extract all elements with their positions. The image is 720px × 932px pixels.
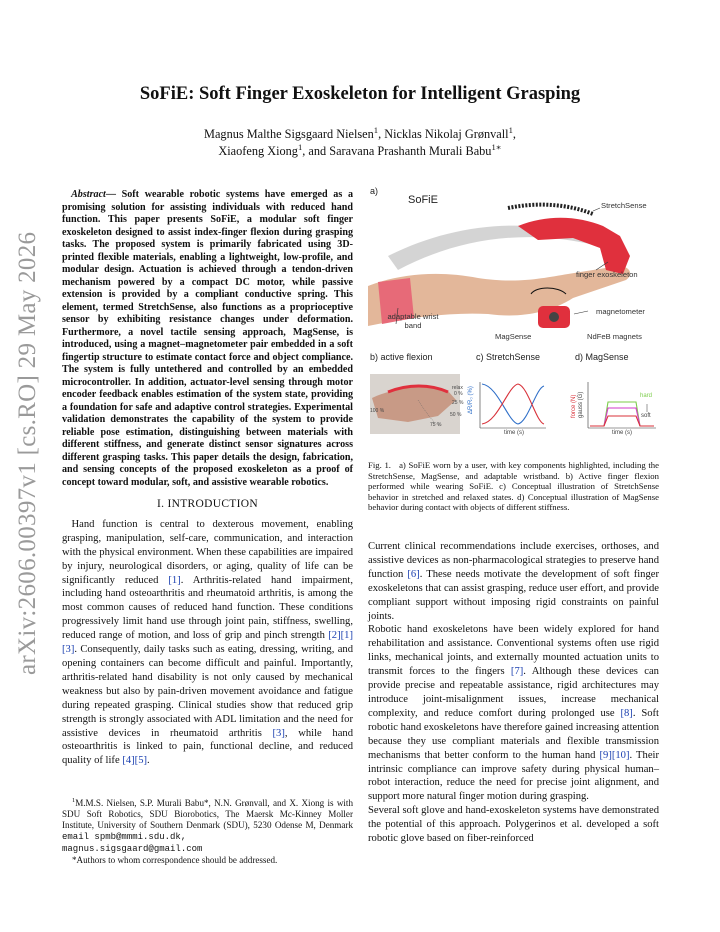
body-paragraph: Several soft glove and hand-exoskeleton systems have demonstrated the potential of this approach. Polygerinos et al. developed a soft robotic glove based on fiber-reinforced	[368, 805, 659, 845]
magnet-dot	[549, 312, 559, 322]
citation-link[interactable]: [2][1][3]	[62, 630, 353, 656]
relax-label: relax	[452, 385, 463, 391]
stretch-series-blue	[482, 384, 544, 424]
caption-label: Fig. 1.	[368, 460, 391, 470]
citation-link[interactable]: [1]	[168, 574, 181, 586]
body-text: . These needs motivate the development of soft finger exoskeletons that can assist grasping, reduce user effort, and provide compliant support without imposing rigid constraints on painful joints.	[368, 568, 660, 622]
right-column	[368, 540, 659, 846]
wristband-label-line: band	[404, 321, 422, 330]
magsense-annotation: MagSense	[495, 332, 532, 341]
wristband-annotation	[378, 312, 448, 330]
abstract-label: Abstract	[71, 189, 106, 200]
author-name: Magnus Malthe Sigsgaard Nielsen	[204, 127, 374, 141]
panel-label-a: a)	[370, 186, 379, 196]
section-heading: I. INTRODUCTION	[157, 498, 258, 510]
body-text: Hand function is central to dexterous movement, enabling grasping, manipulation, self-care, communication, and interaction with the physical environment. When these capabilities are impaired by injury, neurological disorders, or aging, quality of life can be significantly reduced	[62, 518, 353, 586]
abstract-dash: —	[105, 189, 122, 200]
abstract-text: Soft wearable robotic systems have emerged as a promising solution for assisting individuals with reduced hand function. This paper presents SoFiE, a modular soft finger exoskeleton designed to assist index-finger flexion during grasping tasks. The proposed system is primarily fabricated using 3D-printed flexible materials, enabling a lightweight, low-profile, and modular design. Actuation is achieved through a tendon-driven mechanism powered by a compact DC motor, while passive extension is provided by a compliant conductive spring. This element, termed StretchSense, also functions as a proprioceptive sensor by exhibiting resistance changes under deformation. Furthermore, a novel tactile sensing approach, MagSense, is introduced, using a magnet–magnetometer pair embedded in a soft fingertip structure to estimate contact force and object compliance. The system is fully untethered and controlled by an embedded microcontroller. In addition, actuator-level sensing through motor encoder feedback enables estimation of the system state, providing a foundation for safe and adaptive control strategies. Experimental validation demonstrates the capability of the system to provide reliable pose estimation, distinguishing between materials with different stiffness, and generate distinct sensor signatures across different grasping tasks. This paper details the design, fabrication, and sensing concepts of the proposed exoskeleton as a proof of concept toward modular, soft, and assistive wearable robotics.	[62, 189, 353, 488]
affiliation-mark: 1	[297, 141, 303, 152]
citation-link[interactable]: [7]	[510, 666, 524, 678]
body-paragraph	[368, 540, 659, 623]
citation-link[interactable]: [3]	[272, 727, 285, 739]
body-text: . Although these devices can provide precise and repeatable assistance, rigid architectures may introduce joint-misalignment issues, increase mechanical complexity, and reduce comfort during prolonged use	[368, 666, 659, 719]
citation-link[interactable]: [8]	[620, 707, 633, 719]
stretchsense-annotation: StretchSense	[601, 201, 647, 210]
affiliation-mark: 1	[508, 124, 513, 135]
stretch-ylabel: ΔR/R₀ (%)	[468, 386, 474, 414]
paper-title: SoFiE: Soft Finger Exoskeleton for Intelligent Grasping	[139, 84, 581, 104]
body-text: Robotic hand exoskeletons have been widely explored for hand rehabilitation and assistance. Conventional systems often use rigid links, mechanical joints, and externally mounted actuation units to transmit forces to the fingers	[368, 624, 659, 678]
body-text: Current clinical recommendations include exercises, orthoses, and assistive devices as non-pharmacological strategies to preserve hand function	[368, 541, 659, 580]
email-label: email	[62, 832, 90, 842]
magsense-chart	[588, 382, 656, 428]
body-text: . Arthritis-related hand impairment, including hand osteoarthritis and rheumatoid arthritis, is among the most common causes of reduced hand function. These conditions progressively limit hand use through joint pain, stiffness, swelling, reduced range of motion, and loss of grip and pinch strength	[62, 574, 353, 642]
affiliation-mark: 1∗	[491, 141, 502, 152]
soft-label: soft	[641, 413, 651, 419]
wristband-label-line: adaptable wrist	[387, 312, 439, 321]
punctuation: ,	[512, 127, 516, 141]
flexion-25-label: 25 %	[452, 400, 464, 406]
author-list	[0, 126, 720, 160]
flexion-100-label: 100 %	[370, 408, 385, 414]
citation-link[interactable]: [6]	[407, 568, 420, 580]
left-column	[62, 189, 353, 768]
sofie-label: SoFiE	[408, 194, 438, 206]
affiliation-footnote	[62, 798, 353, 855]
email-address: magnus.sigsgaard@gmail.com	[62, 844, 203, 854]
stretch-xlabel: time (s)	[504, 430, 524, 436]
body-text: . Their intrinsic compliance can improve safety during physical human–robot interaction, reduce the need for precise joint alignment, and support more natural finger motion during grasping.	[368, 749, 659, 803]
citation-link[interactable]: [9][10]	[599, 749, 630, 761]
flexion-0-label: 0 %	[454, 391, 463, 397]
flexion-50-label: 50 %	[450, 412, 462, 418]
author-name: , Nicklas Nikolaj Grønvall	[378, 127, 509, 141]
flexion-75-label: 75 %	[430, 422, 442, 428]
hard-label: hard	[640, 393, 653, 399]
finger-exo-annotation: finger exoskeleton	[576, 270, 638, 279]
abstract	[62, 189, 353, 489]
stretchsense-chart	[480, 382, 546, 428]
panel-label-b: b) active flexion	[370, 352, 433, 362]
footnote-mark: 1	[72, 796, 76, 804]
author-name: Xiaofeng Xiong	[218, 144, 298, 158]
footnote	[62, 798, 353, 866]
magsense-ylabel-force: force (N)	[571, 394, 577, 418]
magnetometer-annotation: magnetometer	[596, 307, 645, 316]
body-text: .	[147, 755, 150, 767]
caption-text: a) SoFiE worn by a user, with key components highlighted, including the StretchSense, MagSense, and adaptable wristband. b) Active finger flexion performed while wearing SoFiE. c) Conceptual illustration of StretchSense behavior in stretched and relaxed states. d) Conceptual illustration of MagSense behavior during contact with objects of different stiffness.	[368, 460, 659, 513]
body-text: . Consequently, daily tasks such as eating, dressing, writing, and opening containers can become difficult and painful. Importantly, arthritis-related hand disability is not only caused by mechanical weakness but also by pain-driven movement avoidance and fatigue during repeated grasping. Clinical studies show that reduced grip strength is strongly associated with ADL limitation and the need for assistive devices in rheumatoid arthritis	[62, 644, 353, 739]
ndfeb-annotation: NdFeB magnets	[587, 332, 642, 341]
body-paragraph	[368, 623, 659, 804]
correspondence-note: *Authors to whom correspondence should be addressed.	[72, 855, 278, 865]
author-name: , and Saravana Prashanth Murali Babu	[302, 144, 492, 158]
arxiv-identifier-stamp: arXiv:2606.00397v1 [cs.RO] 29 May 2026	[14, 231, 41, 675]
figure-caption	[368, 460, 659, 513]
stretch-series-red	[482, 384, 544, 424]
footnote-text: M.M.S. Nielsen, S.P. Murali Babu*, N.N. Grønvall, and X. Xiong is with SDU Soft Robotics, SDU Biorobotics, The Maersk Mc-Kinney Moller Institute, University of Southern Denmark (SDU), 5230 Odense M, Denmark	[62, 798, 353, 830]
magsense-ylabel-gauss: gauss (G)	[578, 391, 584, 418]
magsense-xlabel: time (s)	[612, 430, 632, 436]
email-address: spmb@mmmi.sdu.dk,	[89, 832, 187, 842]
panel-label-c: c) StretchSense	[476, 352, 541, 362]
panel-label-d: d) MagSense	[575, 352, 629, 362]
citation-link[interactable]: [4][5]	[122, 755, 148, 767]
figure-1	[368, 186, 659, 440]
body-text: , while hand osteoarthritis is linked to pain, functional decline, and reduced quality of life	[62, 727, 353, 767]
body-text: . Soft robotic hand exoskeletons have therefore gained increasing attention because they use compliant materials and flexible transmission mechanisms that better conform to the human hand	[368, 707, 659, 761]
intro-paragraph	[62, 518, 353, 768]
affiliation-mark: 1	[373, 124, 379, 135]
